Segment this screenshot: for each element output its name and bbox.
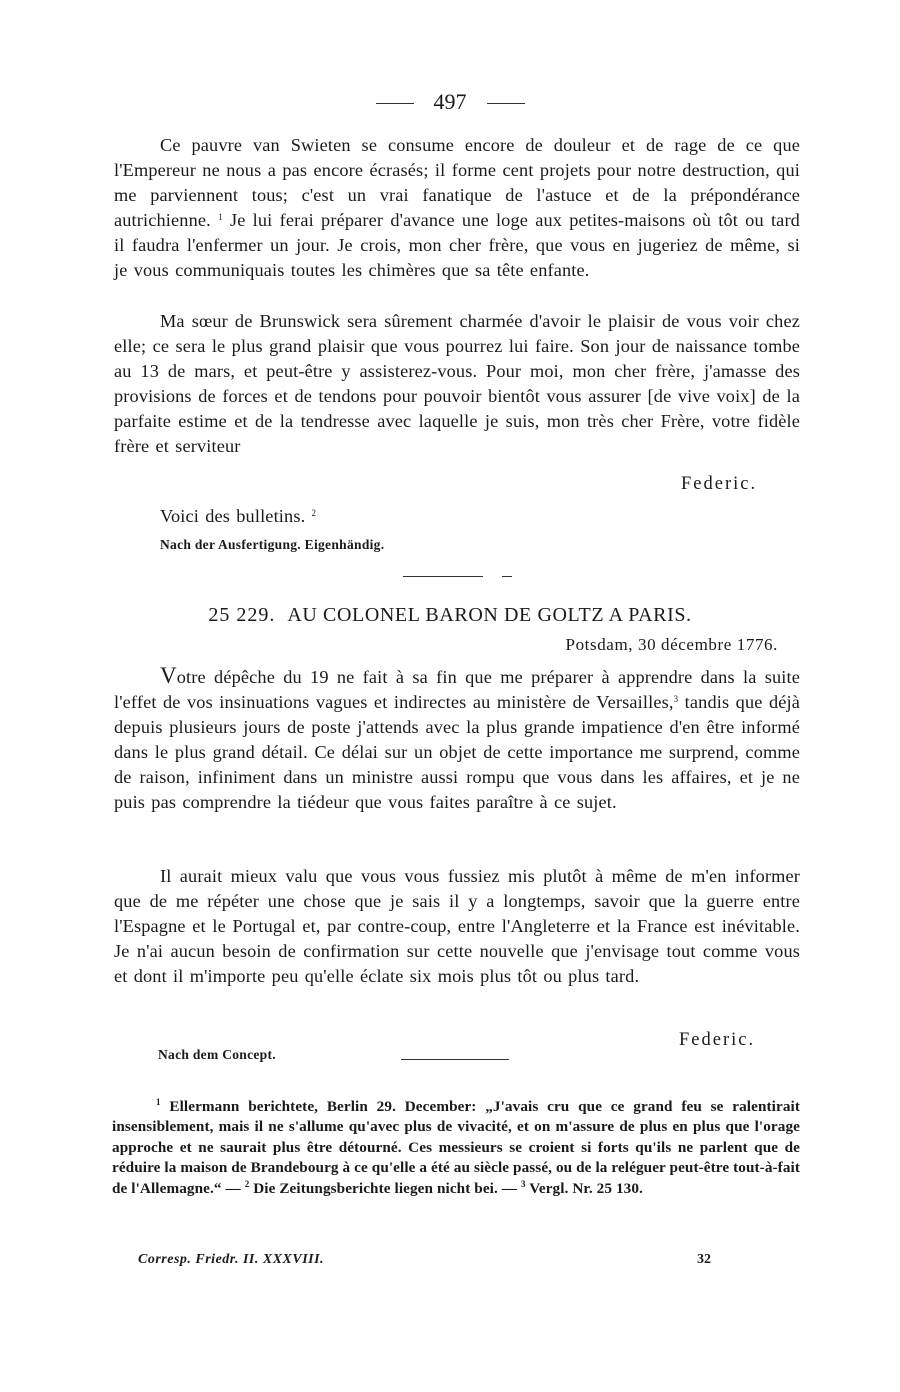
footnote-1: Ellermann berichtete, Berlin 29. December: „J'avais cru que ce grand feu se ralentirait insensiblement, mais il ne s'allume qu'avec plus de vivacité, et on m'assure de plus en plus que l'orage approche et ne saurait plus être détourné. Ces messieurs se croient si forts qu'ils ne parlent que de réduire la maison de Brandebourg à ce qu'elle a été au siècle passé, ou de la reléguer peut-être tout-à-fait de l'Allemagne.“ — (112, 1098, 800, 1197)
footer-signature-mark: 32 (697, 1252, 711, 1267)
footnote-ref-1: 1 (218, 212, 223, 223)
letter2-paragraph2: Il aurait mieux valu que vous vous fussiez mis plutôt à même de m'en informer que de me répéter une chose que je sais il y a longtemps, savoir que la guerre entre l'Espagne et le Portugal et, par contre-coup, entre l'Angleterre et la France est inévitable. Je n'ai aucun besoin de confirmation sur cette nouvelle que j'envisage tout comme vous et dont il m'importe peu qu'elle éclate six mois plus tôt ou plus tard. (114, 866, 800, 987)
page-number: 497 (433, 89, 467, 114)
footnotes (112, 1097, 800, 1199)
letter2-title: AU COLONEL BARON DE GOLTZ A PARIS. (287, 604, 692, 626)
drop-initial: V (160, 663, 177, 688)
footnote-marker-1: 1 (156, 1097, 161, 1107)
footnote-marker-3: 3 (520, 1178, 526, 1189)
footnote-ref-3: 3 (673, 694, 679, 705)
letter-number: 25 229. (208, 604, 276, 626)
letter2-dateline: Potsdam, 30 décembre 1776. (565, 635, 778, 654)
footnote-ref-2: 2 (311, 508, 317, 518)
header-rule-left (376, 103, 414, 104)
letter1-paragraph2: Ma sœur de Brunswick sera sûrement charmée d'avoir le plaisir de vous voir chez elle; ce sera le plus grand plaisir que vous pourrez lui faire. Son jour de naissance tombe au 13 de mars, et peut-être y assisterez-vous. Pour moi, mon cher frère, j'amasse des provisions de forces et de tendons pour pouvoir bientôt vous assurer [de vive voix] de la parfaite estime et de la tendresse avec laquelle je suis, mon très cher Frère, votre fidèle frère et serviteur (114, 311, 800, 457)
header-rule-right (487, 103, 525, 104)
page-header (0, 88, 900, 116)
letter2-signature: Federic. (679, 1030, 756, 1050)
footnote-rule (401, 1059, 509, 1060)
footer-citation: Corresp. Friedr. II. XXXVIII. (138, 1252, 325, 1267)
footnote-marker-2: 2 (244, 1178, 250, 1189)
letter1-postscript: Voici des bulletins. $^2$ (160, 506, 317, 526)
separator-rule-short (502, 576, 512, 577)
letter2-heading (0, 604, 900, 627)
letter1-signature: Federic. (681, 474, 758, 494)
footnote-3: Vergl. Nr. 25 130. (529, 1179, 643, 1197)
letter2-source: Nach dem Concept. (158, 1047, 276, 1062)
letter1-source: Nach der Ausfertigung. Eigenhändig. (160, 537, 385, 552)
letter2-paragraph1: Votre dépêche du 19 ne fait à sa fin que me préparer à apprendre dans la suite l'effet de vos insinuations vagues et indirectes au ministère de Versailles,$^3$ tandis que déjà depuis plusieurs jours de poste j'attends avec la plus grande impatience d'en être informé dans le plus grand détail. Ce délai sur un objet de cette importance me surprend, comme de raison, infiniment dans un ministre aussi rompu que vous dans les affaires, et je ne puis pas comprendre la tiédeur que vous faites paraître à ce sujet. (114, 663, 800, 813)
footnote-2: Die Zeitungsberichte liegen nicht bei. — (253, 1179, 518, 1197)
separator-rule (403, 576, 483, 577)
letter1-paragraph1: Ce pauvre van Swieten se consume encore de douleur et de rage de ce que l'Empereur ne nous a pas encore écrasés; il forme cent projets pour notre destruction, qui me parviennent tous; c'est un vrai fanatique de l'astuce et de la prépondérance autrichienne. $^1$ Je lui ferai préparer d'avance une loge aux petites-maisons où tôt ou tard il faudra l'enfermer un jour. Je crois, mon cher frère, que vous en jugeriez de même, si je vous communiquais toutes les chimères que sa tête enfante. (114, 135, 800, 281)
